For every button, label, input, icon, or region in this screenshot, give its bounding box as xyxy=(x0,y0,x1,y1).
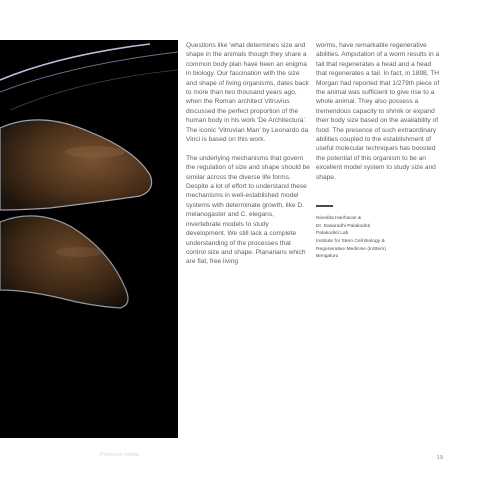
credit-line: Dr. Dasaradhi Palakodeti xyxy=(316,223,371,229)
planarian-image xyxy=(0,40,178,438)
author-credit xyxy=(316,215,442,261)
credit-line: Bengaluru xyxy=(316,254,339,260)
paragraph: Questions like 'what determines size and shape in the animals though they share a common body plan have been an enigma in biology. Our fascination with the size and shape of living organisms, dates back to more than two thousand years ago, when the Roman architect Vitruvius discussed the perfect proportion of the human body in his work 'De Architectura'. The iconic 'Vitruvian Man' by Leonardo da Vinci is based on this work. xyxy=(186,42,309,144)
page-number: 19 xyxy=(436,455,443,461)
paragraph: worms, have remarkable regenerative abilities. Amputation of a worm results in a tail that regenerates a head and a head that regenerates a tail. In fact, in 1898, TH Morgan had reported that 1/279th piece of the animal was sufficient to give rise to a whole animal. They also possess a tremendous capacity to shrink or expand their body size based on the availability of food. The presence of such extraordinary abilities coupled to the establishment of useful molecular techniques has boosted the potential of this organism to be an excellent model system to study size and shape. xyxy=(316,42,440,181)
credit-line: Palakodeti Lab xyxy=(316,231,349,237)
credit-line: Nivedita Hariharan & xyxy=(316,216,362,222)
divider-rule xyxy=(316,205,333,207)
photo-caption: Planarian media xyxy=(100,452,139,458)
paragraph: The underlying mechanisms that govern the regulation of size and shape should be similar across the diverse life forms. Despite a lot of effort to understand these mechanisms in well-established model systems with determinate growth, like D. melanogaster and C. elegans, invertebrate models to study development. We still lack a complete understanding of the processes that control size and shape. Planarians which are flat, free living xyxy=(186,154,310,266)
credit-line: Regenerative Medicine (inStem) xyxy=(316,246,386,252)
credit-line: Institute for Stem Cell Biology & xyxy=(316,239,385,245)
text-column-right xyxy=(316,41,442,261)
planarian-photo xyxy=(0,40,178,458)
text-column-left xyxy=(186,41,310,276)
